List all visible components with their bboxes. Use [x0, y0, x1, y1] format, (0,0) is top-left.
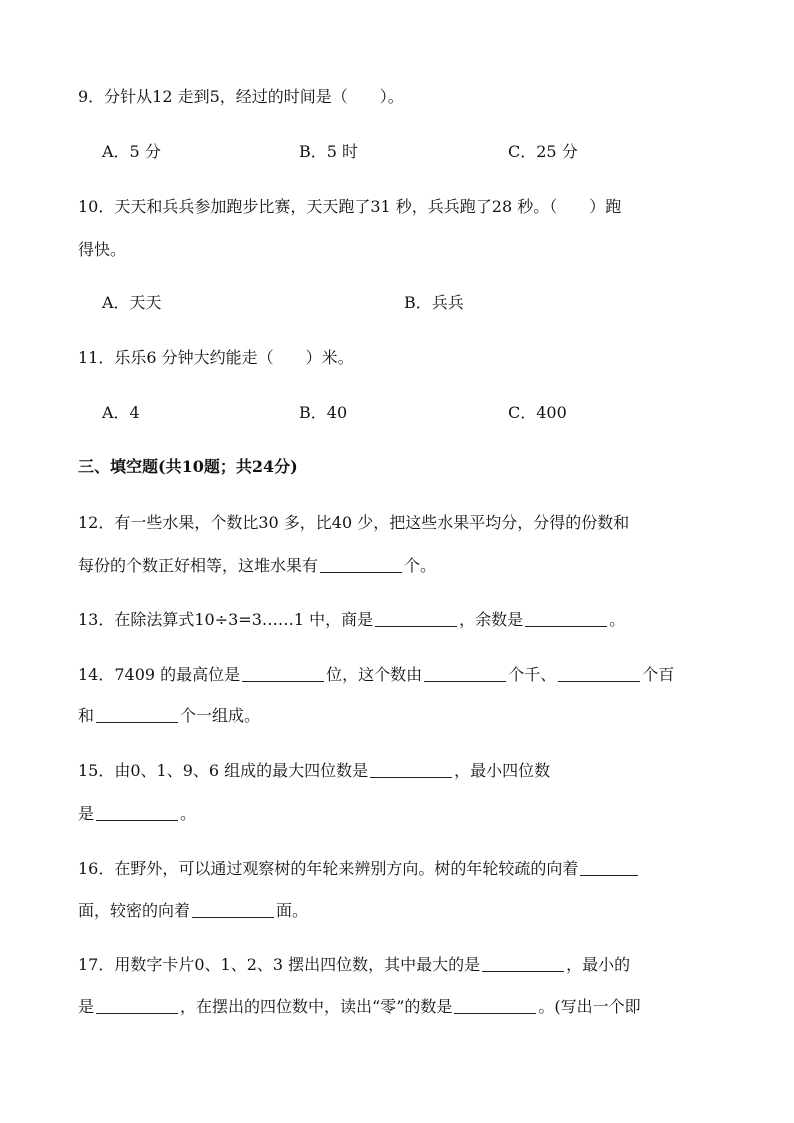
question-14-text-b: 位，这个数由: [326, 665, 423, 684]
question-17-text-c: 是: [78, 997, 95, 1016]
answer-blank[interactable]: [320, 556, 402, 573]
answer-blank[interactable]: [525, 610, 607, 627]
question-17-text-e: 。(写出一个即: [538, 997, 641, 1016]
question-14-line1: [78, 665, 674, 685]
answer-blank[interactable]: [558, 665, 640, 682]
question-12-text-a: 每份的个数正好相等，这堆水果有: [78, 556, 319, 575]
question-10-stem-line2: 得快。: [78, 240, 127, 259]
answer-blank[interactable]: [424, 665, 506, 682]
question-9-stem: 9．分针从12 走到5，经过的时间是（ ）。: [78, 87, 404, 106]
question-16-text-c: 面。: [276, 901, 309, 920]
question-16-text-b: 面，较密的向着: [78, 901, 191, 920]
question-15-line1: [78, 761, 550, 781]
question-17-text-d: ，在摆出的四位数中，读出“零”的数是: [180, 997, 453, 1016]
answer-blank[interactable]: [580, 859, 638, 876]
question-9-option-c: C．25 分: [508, 142, 578, 161]
question-16-text-a: 16．在野外，可以通过观察树的年轮来辨别方向。树的年轮较疏的向着: [78, 859, 579, 878]
question-12-line1: 12．有一些水果，个数比30 多，比40 少，把这些水果平均分，分得的份数和: [78, 513, 630, 532]
question-15-text-a: 15．由0、1、9、6 组成的最大四位数是: [78, 761, 369, 780]
answer-blank[interactable]: [454, 997, 536, 1014]
question-14-text-e: 和: [78, 706, 95, 725]
answer-blank[interactable]: [370, 761, 452, 778]
answer-blank[interactable]: [96, 804, 178, 821]
answer-blank[interactable]: [242, 665, 324, 682]
question-10-option-a: A．天天: [102, 293, 162, 312]
answer-blank[interactable]: [375, 610, 457, 627]
question-17-line2: [78, 997, 641, 1017]
question-10-option-b: B．兵兵: [404, 293, 464, 312]
question-17-line1: [78, 955, 630, 975]
question-13-text-c: 。: [609, 610, 626, 629]
question-15-text-b: ，最小四位数: [454, 761, 551, 780]
answer-blank[interactable]: [482, 955, 564, 972]
question-11-stem: 11．乐乐6 分钟大约能走（ ）米。: [78, 348, 354, 367]
question-14-line2: [78, 706, 260, 726]
question-14-text-d: 个百: [642, 665, 675, 684]
question-13-text-b: ，余数是: [459, 610, 524, 629]
question-16-line2: [78, 901, 308, 921]
question-15-text-c: 是: [78, 804, 95, 823]
question-14-text-a: 14．7409 的最高位是: [78, 665, 241, 684]
question-11-option-a: A．4: [102, 403, 140, 422]
question-10-stem-line1: 10．天天和兵兵参加跑步比赛，天天跑了31 秒，兵兵跑了28 秒。（ ）跑: [78, 197, 622, 216]
question-11-option-c: C．400: [508, 403, 567, 422]
question-15-line2: [78, 804, 196, 824]
question-12-line2: [78, 556, 436, 576]
question-15-text-d: 。: [180, 804, 197, 823]
question-13: [78, 610, 625, 630]
question-9-option-a: A．5 分: [102, 142, 161, 161]
section-3-title: 三、填空题(共10题；共24分): [78, 457, 298, 476]
answer-blank[interactable]: [96, 997, 178, 1014]
question-9-option-b: B．5 时: [299, 142, 359, 161]
question-17-text-a: 17．用数字卡片0、1、2、3 摆出四位数，其中最大的是: [78, 955, 481, 974]
question-11-option-b: B．40: [299, 403, 348, 422]
answer-blank[interactable]: [192, 901, 274, 918]
question-14-text-f: 个一组成。: [180, 706, 261, 725]
question-14-text-c: 个千、: [508, 665, 557, 684]
question-12-text-b: 个。: [404, 556, 437, 575]
question-13-text-a: 13．在除法算式10÷3=3……1 中，商是: [78, 610, 374, 629]
answer-blank[interactable]: [96, 706, 178, 723]
question-17-text-b: ，最小的: [566, 955, 631, 974]
question-16-line1: [78, 859, 640, 879]
